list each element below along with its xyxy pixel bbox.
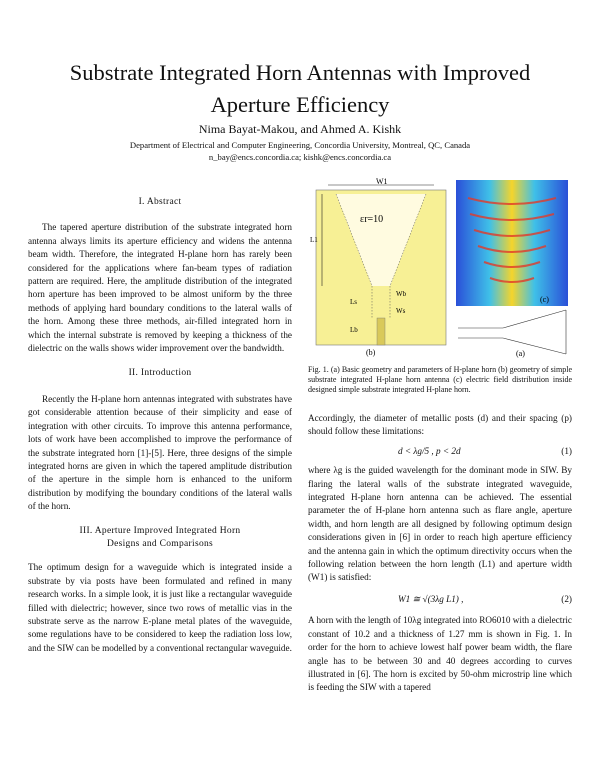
flare-bottom	[503, 338, 566, 354]
equation-2-number: (2)	[561, 593, 572, 604]
microstrip-feed	[377, 318, 385, 345]
label-c: (c)	[540, 295, 549, 304]
equation-1-number: (1)	[561, 445, 572, 456]
right-paragraph-1: Accordingly, the diameter of metallic posts (d) and their spacing (p) should follow these limitations:	[308, 413, 572, 437]
equation-1-body: d < λg/5 , p < 2d	[398, 445, 461, 456]
right-paragraph-2: where λg is the guided wavelength for the dominant mode in SIW. By flaring the lateral walls of the substrate integrated waveguide, integrated H-plane horn antenna can be achieved. The essential parameter the of H-plane horn antenna such as flare angle, aperture width, and horn length are all designed by following optimum design considerations given in [6] in order to reach high aperture efficiency and the antenna gain in which the optimum directivity occurs when the following relation between the horn length (L1) and aperture width (W1) is satisfied:	[308, 465, 572, 583]
figure-svg	[308, 178, 572, 358]
intro-heading: II. Introduction	[128, 368, 192, 379]
wb-label: Wb	[396, 290, 407, 298]
flare-top	[503, 310, 566, 328]
label-b: (b)	[366, 348, 376, 357]
abstract-text: The tapered aperture distribution of the substrate integrated horn antenna always limits its aperture efficiency and widens the antenna beam width. Therefore, the integrated H-plane horn has rarely been considered for the applications where fan-beam types of radiation pattern are required. Here, the amplitude distribution of the integrated horn aperture has been improved to be almost uniform by the three methods of applying hard boundary conditions to the lateral walls of the horn. Among these three methods, air-filled integrated horn in which the internal substrate is removed by keeping a thickness of the dielectric on the walls shows wider improvement over the bandwidth.	[28, 222, 292, 354]
er-label: εr=10	[360, 214, 384, 225]
title-line-2: Aperture Efficiency	[210, 92, 390, 117]
w1-label: W1	[376, 178, 388, 186]
title-line-1: Substrate Integrated Horn Antennas with Improved	[69, 60, 531, 85]
authors: Nima Bayat-Makou, and Ahmed A. Kishk	[198, 122, 402, 136]
equation-2-body: W1 ≅ √(3λg L1) ,	[398, 593, 464, 604]
lb-label: Lb	[350, 326, 358, 334]
right-column	[308, 412, 572, 695]
section3-text: The optimum design for a waveguide which is integrated inside a substrate by via posts have been formulated and refined in many research works. In a simple look, it is just like a rectangular waveguide filled with dielectric; however, since two rows of metallic vias in the substrate serve as the narrow E-plane metal plates of the waveguide, some regulations have to be considered to keep the radiation loss low, and the SIW can be modelled by a conventional rectangular waveguide.	[28, 562, 292, 653]
figure-caption: Fig. 1. (a) Basic geometry and parameters of H-plane horn (b) geometry of simple substrate integrated H-plane horn antenna (c) electric field distribution inside designed simple substrate integrated H-plane horn.	[308, 365, 572, 394]
intro-text: Recently the H-plane horn antennas integrated with substrates have got considerable attention because of their simplicity and ease of integration with other circuits. To improve this antenna performance, lots of work have been accomplished to improve the performance of the substrate integrated horn [1]-[5]. Here, three designs of the simple integrated horns are given in which the tapered amplitude distribution of the aperture in the simple horn is enhanced to the uniform distribution by modifying the boundary conditions of the lateral walls of the horn.	[28, 393, 292, 512]
l1-label: L1	[310, 236, 318, 244]
section3-heading	[28, 525, 292, 552]
affiliation-block	[0, 139, 600, 163]
abstract-heading: I. Abstract	[138, 197, 182, 207]
right-paragraph-3: A horn with the length of 10λg integrated into RO6010 with a dielectric constant of 10.2 and a thickness of 1.27 mm is shown in Fig. 1. In order for the horn to achieve lowest half power beam width, the flare angle has to be between 30 and 40 degrees according to curves illustrated in [6]. The horn is excited by 50-ohm microstrip line which is feeding the SIW with a tapered	[308, 615, 572, 693]
paper-title	[40, 57, 560, 121]
ws-label: Ws	[396, 307, 406, 315]
section3-heading-line2: Designs and Comparisons	[106, 538, 214, 549]
section3-heading-line1: III. Aperture Improved Integrated Horn	[79, 525, 241, 536]
ls-label: Ls	[350, 298, 357, 306]
left-column	[28, 196, 292, 655]
figure-1	[308, 178, 572, 358]
basic-horn-outline	[458, 310, 566, 354]
emails: n_bay@encs.concordia.ca; kishk@encs.concordia.ca	[208, 152, 392, 162]
affiliation: Department of Electrical and Computer Engineering, Concordia University, Montreal, QC, Canada	[129, 140, 471, 150]
equation-1	[308, 445, 572, 458]
equation-2	[308, 593, 572, 606]
label-a: (a)	[516, 349, 525, 358]
